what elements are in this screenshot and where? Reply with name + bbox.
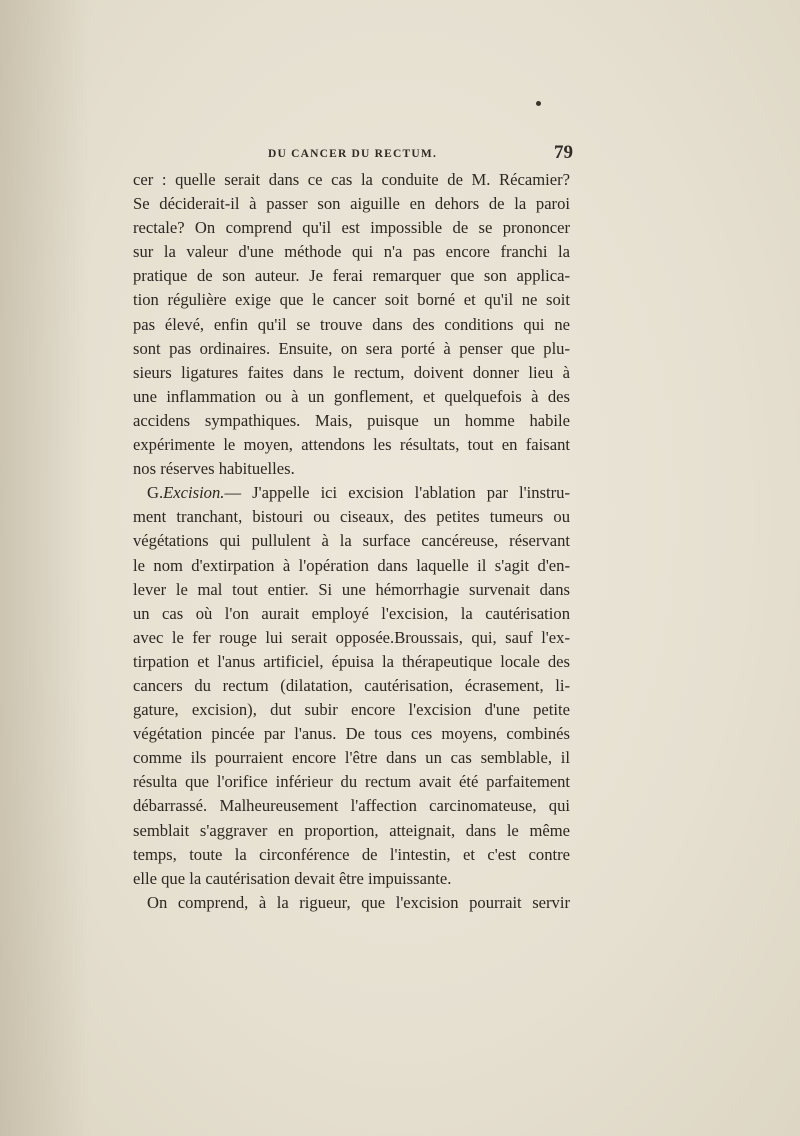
section-dash: — xyxy=(224,483,242,503)
text-line: accidens sympathiques. Mais, puisque un homme habile xyxy=(133,410,570,430)
text-line: pratique de son auteur. Je ferai remarquer que son applica- xyxy=(133,266,570,286)
text-line: végétation pincée par l'anus. De tous ces moyens, combinés xyxy=(133,724,570,744)
section-label: G. xyxy=(147,483,164,503)
text-line: sont pas ordinaires. Ensuite, on sera porté à penser que plu- xyxy=(133,338,570,358)
text-line: un cas où l'on aurait employé l'excision, la cautérisation xyxy=(133,603,570,623)
text-line: débarrassé. Malheureusement l'affection carcinomateuse, qui xyxy=(133,796,570,816)
text-line: temps, toute la circonférence de l'intestin, et c'est contre xyxy=(133,844,570,864)
text-line: tirpation et l'anus artificiel, épuisa la thérapeutique locale des xyxy=(133,651,570,671)
text-line: expérimente le moyen, attendons les résultats, tout en faisant xyxy=(133,435,570,455)
text-line: comme ils pourraient encore l'être dans un cas semblable, il xyxy=(133,748,570,768)
running-title: DU CANCER DU RECTUM. xyxy=(268,148,438,160)
text-line: lever le mal tout entier. Si une hémorrhagie survenait dans xyxy=(133,579,570,599)
body-text xyxy=(133,168,570,915)
text-line: cer : quelle serait dans ce cas la conduite de M. Récamier? xyxy=(133,170,570,189)
text-line: cancers du rectum (dilatation, cautérisation, écrasement, li- xyxy=(133,675,570,695)
section-text: J'appelle ici excision l'ablation par l'instru- xyxy=(252,483,570,503)
text-line: elle que la cautérisation devait être impuissante. xyxy=(133,868,452,888)
page-header xyxy=(268,142,573,166)
text-line: pas élevé, enfin qu'il se trouve dans des conditions qui ne xyxy=(133,314,570,334)
text-line: gature, excision), dut subir encore l'excision d'une petite xyxy=(133,700,570,720)
section-heading-line xyxy=(133,481,570,505)
ink-spot xyxy=(536,101,541,106)
text-line: semblait s'aggraver en proportion, atteignait, dans le même xyxy=(133,820,570,840)
text-line: le nom d'extirpation à l'opération dans laquelle il s'agit d'en- xyxy=(133,555,570,575)
text-line: rectale? On comprend qu'il est impossible de se prononcer xyxy=(133,218,570,238)
text-line: tion régulière exige que le cancer soit borné et qu'il ne soit xyxy=(133,290,570,310)
text-line: végétations qui pullulent à la surface cancéreuse, réservant xyxy=(133,531,570,551)
text-line: ment tranchant, bistouri ou ciseaux, des petites tumeurs ou xyxy=(133,507,570,527)
section-title: Excision. xyxy=(163,483,225,503)
page-edge-shadow xyxy=(0,0,90,1136)
text-line: Se déciderait-il à passer son aiguille en dehors de la paroi xyxy=(133,194,570,214)
page-number: 79 xyxy=(554,142,573,163)
text-line: sieurs ligatures faites dans le rectum, doivent donner lieu à xyxy=(133,362,570,382)
text-line: une inflammation ou à un gonflement, et quelquefois à des xyxy=(133,386,570,406)
text-line: résulta que l'orifice inférieur du rectum avait été parfaitement xyxy=(133,772,570,792)
text-line: avec le fer rouge lui serait opposée.Broussais, qui, sauf l'ex- xyxy=(133,627,570,647)
text-line: nos réserves habituelles. xyxy=(133,459,295,479)
text-line: sur la valeur d'une méthode qui n'a pas encore franchi la xyxy=(133,242,570,262)
text-line: On comprend, à la rigueur, que l'excision pourrait servir xyxy=(147,892,570,912)
